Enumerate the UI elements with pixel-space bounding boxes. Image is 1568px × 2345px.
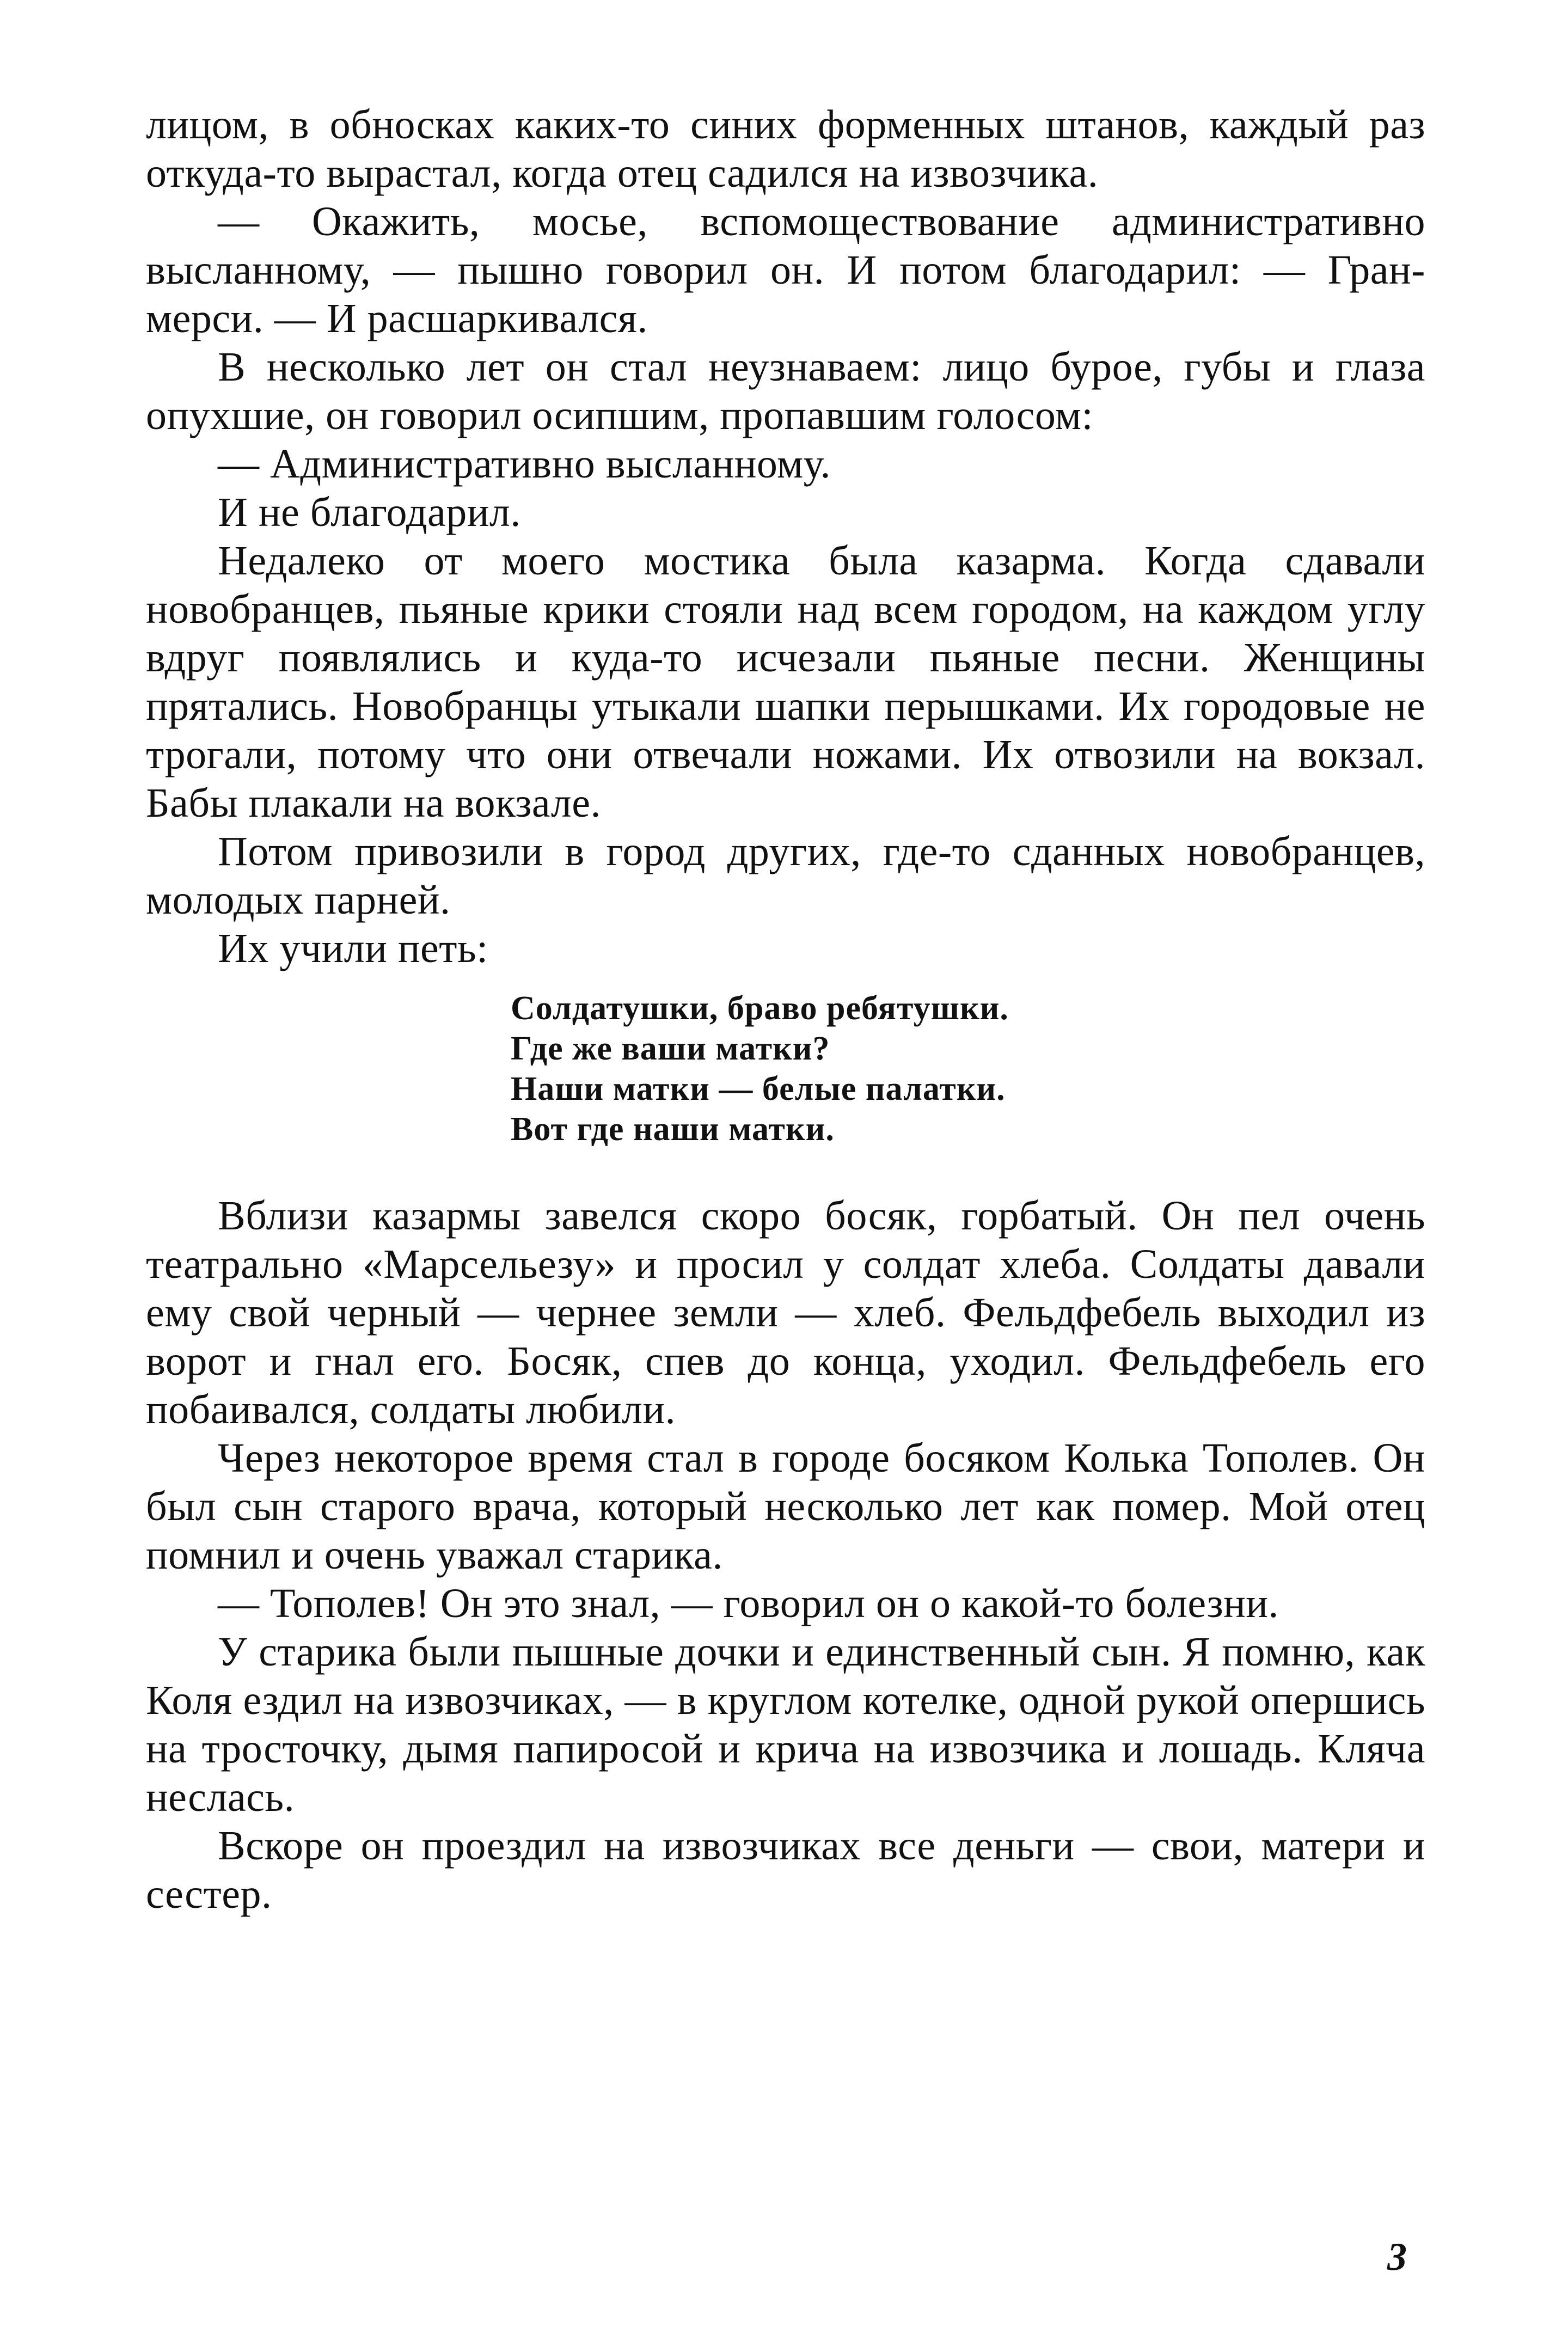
verse-line: Где же ваши матки? <box>511 1030 830 1067</box>
paragraph: Вблизи казармы завелся скоро босяк, горбатый. Он пел очень театрально «Марсельезу» и просил у солдат хлеба. Солдаты давали ему свой черный — чернее земли — хлеб. Фельдфебель выходил из ворот и гнал его. Босяк, спев до конца, уходил. Фельдфебель его побаивался, солдаты любили. <box>146 1193 1425 1432</box>
paragraph: — Окажить, мосье, вспомоществование административно высланному, — пышно говорил он. И потом благодарил: — Гран-мерси. — И расшаркивался. <box>146 199 1425 341</box>
page-body-text <box>146 101 1425 1919</box>
paragraph: Их учили петь: <box>218 926 488 971</box>
paragraph: У старика были пышные дочки и единственный сын. Я помню, как Коля ездил на извозчиках, — в круглом котелке, одной рукой опершись на тросточку, дымя папиросой и крича на извозчика и лошадь. Кляча неслась. <box>146 1629 1425 1820</box>
verse-line: Солдатушки, браво ребятушки. <box>511 990 1009 1027</box>
paragraph: И не благодарил. <box>218 489 521 535</box>
verse-line: Наши матки — белые палатки. <box>511 1070 1006 1107</box>
paragraph: Потом привозили в город других, где-то сданных новобранцев, молодых парней. <box>146 829 1425 923</box>
paragraph: — Административно высланному. <box>218 441 831 487</box>
paragraphs-after-verse <box>146 1192 1425 1919</box>
paragraph: Недалеко от моего мостика была казарма. Когда сдавали новобранцев, пьяные крики стояли над всем городом, на каждом углу вдруг появлялись и куда-то исчезали пьяные песни. Женщины прятались. Новобранцы утыкали шапки перышками. Их городовые не трогали, потому что они отвечали ножами. Их отвозили на вокзал. Бабы плакали на вокзале. <box>146 538 1425 826</box>
paragraph: Вскоре он проездил на извозчиках все деньги — свои, матери и сестер. <box>146 1823 1425 1917</box>
paragraph: Через некоторое время стал в городе босяком Колька Тополев. Он был сын старого врача, который несколько лет как помер. Мой отец помнил и очень уважал старика. <box>146 1435 1425 1578</box>
paragraph: В несколько лет он стал неузнаваем: лицо бурое, губы и глаза опухшие, он говорил осипшим, пропавшим голосом: <box>146 344 1425 438</box>
page-number: 3 <box>1387 2235 1407 2279</box>
verse-line: Вот где наши матки. <box>511 1111 835 1148</box>
paragraph: лицом, в обносках каких-то синих форменных штанов, каждый раз откуда-то вырастал, когда отец садился на извозчика. <box>146 102 1425 196</box>
paragraph: — Тополев! Он это знал, — говорил он о какой-то болезни. <box>218 1581 1279 1626</box>
paragraphs-before-verse <box>146 101 1425 973</box>
song-verse <box>511 988 1425 1149</box>
